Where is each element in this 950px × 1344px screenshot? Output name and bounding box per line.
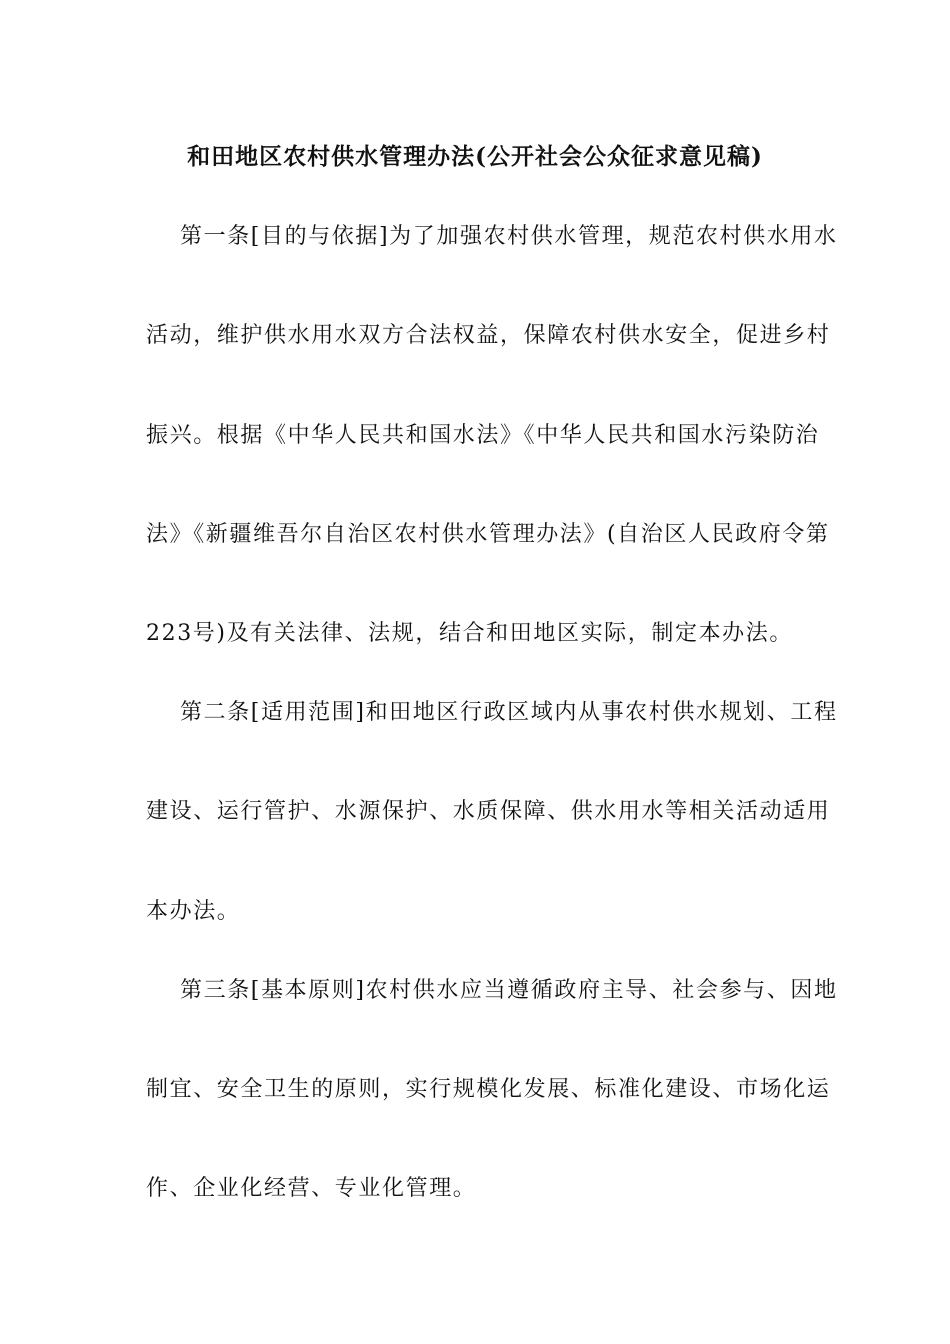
article-2-line-2: 建设、运行管护、水源保护、水质保障、供水用水等相关活动适用 — [146, 799, 831, 824]
document-title: 和田地区农村供水管理办法(公开社会公众征求意见稿) — [187, 143, 763, 170]
article-2-line-1: 第二条[适用范围]和田地区行政区域内从事农村供水规划、工程 — [180, 700, 838, 725]
article-1-line-1: 第一条[目的与依据]为了加强农村供水管理，规范农村供水用水 — [180, 224, 838, 249]
article-1-line-4: 法》《新疆维吾尔自治区农村供水管理办法》(自治区人民政府令第 — [146, 522, 830, 547]
article-3-line-1: 第三条[基本原则]农村供水应当遵循政府主导、社会参与、因地 — [180, 978, 838, 1003]
article-1-line-2: 活动，维护供水用水双方合法权益，保障农村供水安全，促进乡村 — [146, 323, 831, 348]
article-1-line-3: 振兴。根据《中华人民共和国水法》《中华人民共和国水污染防治 — [146, 423, 820, 448]
article-1-line-5: 223号)及有关法律、法规，结合和田地区实际，制定本办法。 — [146, 621, 793, 646]
article-3-line-2: 制宜、安全卫生的原则，实行规模化发展、标准化建设、市场化运 — [146, 1077, 831, 1102]
article-3-line-3: 作、企业化经营、专业化管理。 — [146, 1176, 477, 1201]
article-2-line-3: 本办法。 — [146, 899, 241, 924]
